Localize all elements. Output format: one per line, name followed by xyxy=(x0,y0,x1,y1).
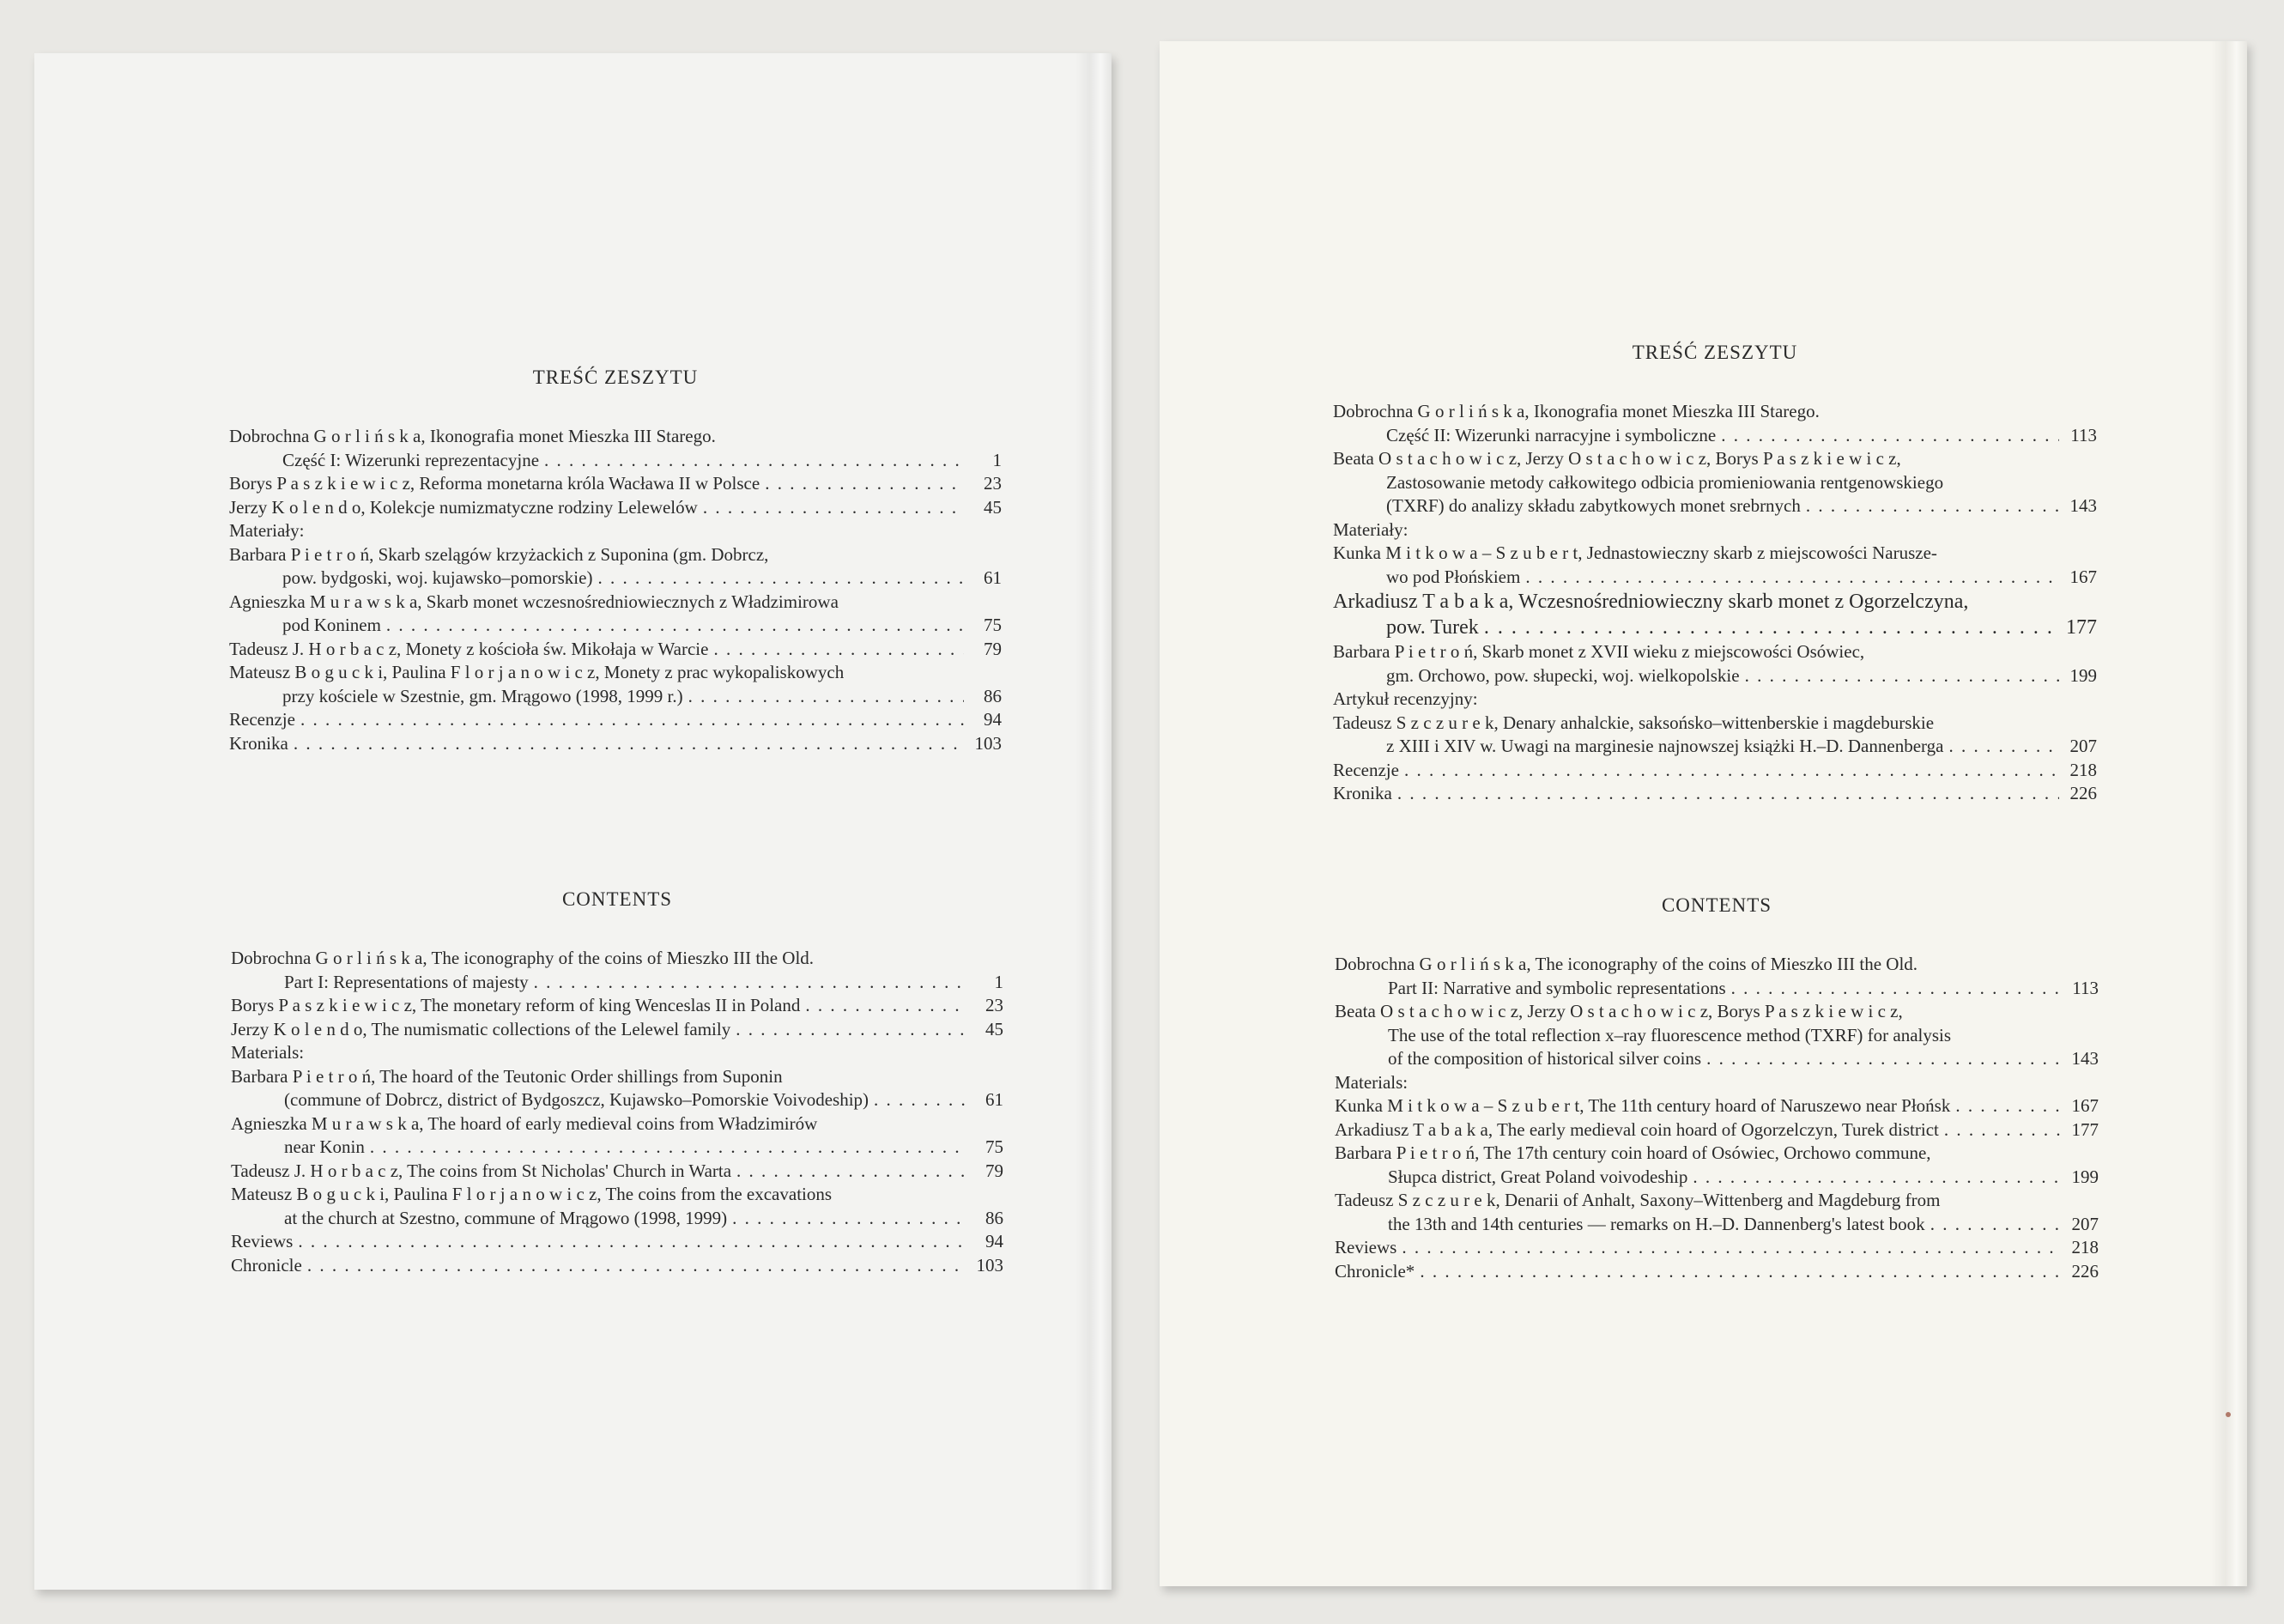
book-spine xyxy=(1075,53,1112,1590)
leader-dots xyxy=(300,708,964,732)
page-number: 226 xyxy=(2071,1260,2099,1282)
toc-line xyxy=(231,1112,1003,1136)
toc-line xyxy=(229,591,1002,615)
leader-dots xyxy=(1484,615,2059,640)
toc-line-text: Part I: Representations of majesty xyxy=(284,971,529,992)
page-number: 45 xyxy=(985,1018,1003,1039)
page-number: 207 xyxy=(2069,736,2097,756)
toc-line-text: wo pod Płońskiem xyxy=(1386,566,1521,587)
toc-line xyxy=(1333,424,2097,448)
page-number: 61 xyxy=(985,1089,1003,1110)
toc-line xyxy=(1333,688,2097,712)
page-number: 226 xyxy=(2069,783,2097,803)
leader-dots xyxy=(1397,782,2059,806)
toc-line xyxy=(1333,640,2097,664)
toc-line-text: Mateusz B o g u c k i, Paulina F l o r j a n o w i c z, The coins from the excavations xyxy=(231,1184,833,1204)
toc-line xyxy=(1335,1024,2099,1048)
toc-line xyxy=(1335,953,2099,977)
page-number: 218 xyxy=(2069,759,2097,780)
toc-line-text: Kunka M i t k o w a – S z u b e r t, The 11th century hoard of Naruszewo near Płońsk xyxy=(1335,1095,1951,1116)
toc-line xyxy=(1335,1189,2099,1213)
page-number: 167 xyxy=(2071,1095,2099,1116)
leader-dots xyxy=(1404,759,2059,783)
toc-line-text: (commune of Dobrcz, district of Bydgoszcz, Kujawsko–Pomorskie Voivodeship) xyxy=(284,1089,869,1110)
toc-polish xyxy=(1333,342,2097,806)
toc-line-text: Beata O s t a c h o w i c z, Jerzy O s t a c h o w i c z, Borys P a s z k i e w i c z, xyxy=(1333,448,1901,469)
toc-line-text: pow. bydgoski, woj. kujawsko–pomorskie) xyxy=(282,567,593,588)
toc-line-text: Dobrochna G o r l i ń s k a, Ikonografia monet Mieszka III Starego. xyxy=(229,426,716,446)
toc-line-text: Materiały: xyxy=(229,520,305,541)
book-left xyxy=(34,53,1112,1590)
leader-dots xyxy=(1745,664,2059,688)
leader-dots xyxy=(1693,1166,2061,1190)
toc-line-text: Chronicle xyxy=(231,1254,302,1276)
toc-line-text: the 13th and 14th centuries — remarks on H.–D. Dannenberg's latest book xyxy=(1388,1213,1925,1234)
toc-line xyxy=(1333,782,2097,806)
toc-line xyxy=(1335,1142,2099,1166)
toc-heading: CONTENTS xyxy=(1661,894,1772,916)
page-number: 177 xyxy=(2071,1118,2099,1140)
toc-line xyxy=(231,1254,1003,1278)
toc-line-text: Mateusz B o g u c k i, Paulina F l o r j a n o w i c z, Monety z prac wykopaliskowych xyxy=(229,662,845,682)
toc-line-text: Jerzy K o l e n d o, Kolekcje numizmatyczne rodziny Lelewelów xyxy=(229,496,698,518)
toc-list xyxy=(1335,953,2099,1283)
toc-line xyxy=(1333,400,2097,424)
toc-heading: TREŚĆ ZESZYTU xyxy=(532,367,699,388)
toc-line-text: Materials: xyxy=(231,1042,305,1063)
toc-line xyxy=(231,947,1003,971)
toc-line xyxy=(1333,712,2097,736)
toc-list xyxy=(229,425,1002,755)
toc-line-text: The use of the total reflection x–ray fluorescence method (TXRF) for analysis xyxy=(1388,1024,1952,1045)
toc-line xyxy=(229,496,1002,520)
page-number: 103 xyxy=(974,732,1002,754)
toc-line-text: pow. Turek xyxy=(1386,616,1479,639)
toc-line-text: (TXRF) do analizy składu zabytkowych monet srebrnych xyxy=(1386,495,1801,516)
toc-line xyxy=(1333,471,2097,495)
toc-line xyxy=(1335,1094,2099,1118)
leader-dots xyxy=(307,1254,966,1278)
page-number: 61 xyxy=(984,567,1002,588)
toc-line xyxy=(229,567,1002,591)
toc-line xyxy=(229,472,1002,496)
toc-line xyxy=(1335,1213,2099,1237)
toc-line xyxy=(1333,566,2097,590)
toc-line-text: pod Koninem xyxy=(282,615,381,635)
toc-line-text: Dobrochna G o r l i ń s k a, The iconography of the coins of Mieszko III the Old. xyxy=(231,948,815,968)
book-spine xyxy=(2211,41,2247,1586)
toc-line-text: Barbara P i e t r o ń, The hoard of the Teutonic Order shillings from Suponin xyxy=(231,1065,783,1087)
leader-dots xyxy=(1930,1213,2061,1237)
toc-english xyxy=(231,888,1003,1277)
page-number: 79 xyxy=(984,638,1002,659)
page-number: 218 xyxy=(2071,1237,2099,1257)
toc-line-text: Arkadiusz T a b a k a, Wczesnośredniowieczny skarb monet z Ogorzelczyna, xyxy=(1333,591,1969,613)
leader-dots xyxy=(1402,1236,2061,1260)
page-number: 103 xyxy=(976,1254,1003,1276)
toc-line xyxy=(1333,494,2097,518)
toc-line-text: at the church at Szestno, commune of Mrągowo (1998, 1999) xyxy=(284,1207,728,1228)
toc-line xyxy=(1335,1118,2099,1142)
toc-line-text: gm. Orchowo, pow. słupecki, woj. wielkopolskie xyxy=(1386,664,1740,686)
toc-line-text: near Konin xyxy=(284,1136,365,1157)
toc-line-text: Recenzje xyxy=(1333,759,1399,780)
leader-dots xyxy=(1525,566,2059,590)
toc-line-text: Jerzy K o l e n d o, The numismatic collections of the Lelewel family xyxy=(231,1018,731,1039)
page-number: 1 xyxy=(994,971,1003,992)
book-right xyxy=(1160,41,2247,1586)
toc-line-text: Część II: Wizerunki narracyjne i symboliczne xyxy=(1386,424,1717,445)
toc-line-text: Artykuł recenzyjny: xyxy=(1333,688,1478,709)
toc-line xyxy=(1333,759,2097,783)
page-number: 23 xyxy=(984,473,1002,494)
toc-line xyxy=(1335,1236,2099,1260)
toc-line xyxy=(231,1207,1003,1231)
page-number: 86 xyxy=(984,685,1002,706)
stain-mark xyxy=(2226,1412,2231,1417)
toc-line-text: Słupca district, Great Poland voivodeship xyxy=(1388,1166,1688,1187)
page-number: 75 xyxy=(984,615,1002,635)
toc-line xyxy=(1333,615,2097,640)
toc-line-text: Tadeusz J. H o r b a c z, Monety z kościoła św. Mikołaja w Warcie xyxy=(229,638,709,659)
toc-line xyxy=(1333,664,2097,688)
page-number: 75 xyxy=(985,1136,1003,1157)
toc-line xyxy=(231,1230,1003,1254)
page-number: 199 xyxy=(2069,664,2097,686)
page-number: 143 xyxy=(2071,1048,2099,1069)
leader-dots xyxy=(1721,424,2059,448)
toc-line xyxy=(231,1183,1003,1207)
leader-dots xyxy=(732,1207,966,1231)
toc-line xyxy=(229,425,1002,449)
toc-line xyxy=(1333,542,2097,566)
toc-line-text: Barbara P i e t r o ń, The 17th century coin hoard of Osówiec, Orchowo commune, xyxy=(1335,1142,1931,1163)
toc-line-text: Borys P a s z k i e w i c z, Reforma monetarna króla Wacława II w Polsce xyxy=(229,473,760,494)
toc-line-text: Barbara P i e t r o ń, Skarb monet z XVII wieku z miejscowości Osówiec, xyxy=(1333,641,1865,662)
page-number: 94 xyxy=(984,709,1002,730)
page-number: 113 xyxy=(2070,424,2097,445)
toc-line-text: Zastosowanie metody całkowitego odbicia promieniowania rentgenowskiego xyxy=(1386,471,1944,493)
page-number: 45 xyxy=(984,496,1002,518)
toc-line xyxy=(229,661,1002,685)
toc-line-text: Part II: Narrative and symbolic representations xyxy=(1388,977,1726,998)
toc-line xyxy=(229,543,1002,567)
toc-line xyxy=(1333,735,2097,759)
leader-dots xyxy=(874,1088,966,1112)
toc-line-text: Dobrochna G o r l i ń s k a, Ikonografia monet Mieszka III Starego. xyxy=(1333,401,1820,421)
toc-line xyxy=(1335,1071,2099,1095)
toc-line xyxy=(229,519,1002,543)
toc-line-text: Beata O s t a c h o w i c z, Jerzy O s t a c h o w i c z, Borys P a s z k i e w i c z, xyxy=(1335,1001,1903,1021)
leader-dots xyxy=(1806,494,2059,518)
toc-line-text: Arkadiusz T a b a k a, The early medieval coin hoard of Ogorzelczyn, Turek district xyxy=(1335,1118,1939,1140)
leader-dots xyxy=(765,472,964,496)
page-number: 199 xyxy=(2071,1166,2099,1187)
page-number: 1 xyxy=(992,449,1002,470)
toc-line-text: przy kościele w Szestnie, gm. Mrągowo (1998, 1999 r.) xyxy=(282,685,683,706)
toc-heading: CONTENTS xyxy=(561,888,673,910)
page-number: 177 xyxy=(2066,616,2097,639)
toc-line xyxy=(229,708,1002,732)
leader-dots xyxy=(544,449,964,473)
toc-line-text: Kronika xyxy=(1333,783,1392,803)
toc-line-text: Kunka M i t k o w a – S z u b e r t, Jednastowieczny skarb z miejscowości Narusze- xyxy=(1333,542,1937,563)
toc-line-text: Agnieszka M u r a w s k a, Skarb monet wczesnośredniowiecznych z Władzimirowa xyxy=(229,591,839,612)
toc-line-text: Chronicle* xyxy=(1335,1260,1415,1282)
leader-dots xyxy=(736,1018,966,1042)
page-number: 94 xyxy=(985,1231,1003,1251)
leader-dots xyxy=(1948,735,2059,759)
page-number: 143 xyxy=(2069,495,2097,516)
leader-dots xyxy=(703,496,964,520)
leader-dots xyxy=(534,971,966,995)
toc-line xyxy=(1335,977,2099,1001)
toc-line-text: Materiały: xyxy=(1333,518,1409,540)
leader-dots xyxy=(1420,1260,2061,1284)
toc-line-text: Reviews xyxy=(231,1231,294,1251)
toc-line-text: Reviews xyxy=(1335,1237,1397,1257)
toc-line-text: Barbara P i e t r o ń, Skarb szelągów krzyżackich z Suponina (gm. Dobrcz, xyxy=(229,543,769,565)
page-number: 167 xyxy=(2069,566,2097,587)
toc-line xyxy=(231,1160,1003,1184)
leader-dots xyxy=(1731,977,2061,1001)
leader-dots xyxy=(1706,1047,2061,1071)
toc-line xyxy=(1335,1047,2099,1071)
toc-line-text: Tadeusz J. H o r b a c z, The coins from St Nicholas' Church in Warta xyxy=(231,1160,732,1181)
toc-polish xyxy=(229,367,1002,755)
toc-line xyxy=(1333,518,2097,542)
toc-line xyxy=(1335,1260,2099,1284)
toc-line-text: Tadeusz S z c z u r e k, Denary anhalckie, saksońsko–wittenberskie i magdeburskie xyxy=(1333,712,1935,733)
toc-line xyxy=(231,1018,1003,1042)
toc-line-text: Materials: xyxy=(1335,1071,1409,1093)
leader-dots xyxy=(597,567,964,591)
toc-line-text: Borys P a s z k i e w i c z, The monetary reform of king Wenceslas II in Poland xyxy=(231,995,801,1015)
toc-line xyxy=(229,638,1002,662)
toc-line-text: Agnieszka M u r a w s k a, The hoard of early medieval coins from Władzimirów xyxy=(231,1112,818,1134)
leader-dots xyxy=(805,994,966,1018)
leader-dots xyxy=(713,638,964,662)
toc-list xyxy=(1333,400,2097,806)
leader-dots xyxy=(294,732,964,756)
toc-line xyxy=(1335,1166,2099,1190)
toc-line xyxy=(231,1088,1003,1112)
page-number: 79 xyxy=(985,1160,1003,1181)
toc-line xyxy=(1333,447,2097,471)
leader-dots xyxy=(688,685,964,709)
leader-dots xyxy=(298,1230,966,1254)
toc-line xyxy=(231,994,1003,1018)
toc-line-text: Tadeusz S z c z u r e k, Denarii of Anhalt, Saxony–Wittenberg and Magdeburg from xyxy=(1335,1190,1941,1210)
toc-line xyxy=(231,971,1003,995)
page-number: 23 xyxy=(985,995,1003,1015)
toc-line-text: Kronika xyxy=(229,732,288,754)
toc-line xyxy=(229,685,1002,709)
toc-line xyxy=(231,1136,1003,1160)
toc-line xyxy=(229,449,1002,473)
toc-list xyxy=(231,947,1003,1277)
toc-english xyxy=(1335,894,2099,1283)
toc-line xyxy=(231,1041,1003,1065)
leader-dots xyxy=(370,1136,966,1160)
toc-line-text: Dobrochna G o r l i ń s k a, The iconography of the coins of Mieszko III the Old. xyxy=(1335,954,1918,974)
toc-line xyxy=(229,732,1002,756)
toc-line xyxy=(1333,589,2097,615)
page-number: 113 xyxy=(2072,977,2099,998)
leader-dots xyxy=(1955,1094,2061,1118)
toc-line xyxy=(229,614,1002,638)
page-number: 207 xyxy=(2071,1213,2099,1234)
leader-dots xyxy=(736,1160,966,1184)
toc-line xyxy=(1335,1000,2099,1024)
toc-heading: TREŚĆ ZESZYTU xyxy=(1632,342,1798,363)
toc-line xyxy=(231,1065,1003,1089)
toc-line-text: Recenzje xyxy=(229,709,295,730)
toc-line-text: z XIII i XIV w. Uwagi na marginesie najnowszej książki H.–D. Dannenberga xyxy=(1386,736,1944,756)
toc-line-text: of the composition of historical silver coins xyxy=(1388,1048,1702,1069)
leader-dots xyxy=(386,614,964,638)
leader-dots xyxy=(1944,1118,2061,1142)
toc-line-text: Część I: Wizerunki reprezentacyjne xyxy=(282,449,540,470)
page-number: 86 xyxy=(985,1207,1003,1228)
